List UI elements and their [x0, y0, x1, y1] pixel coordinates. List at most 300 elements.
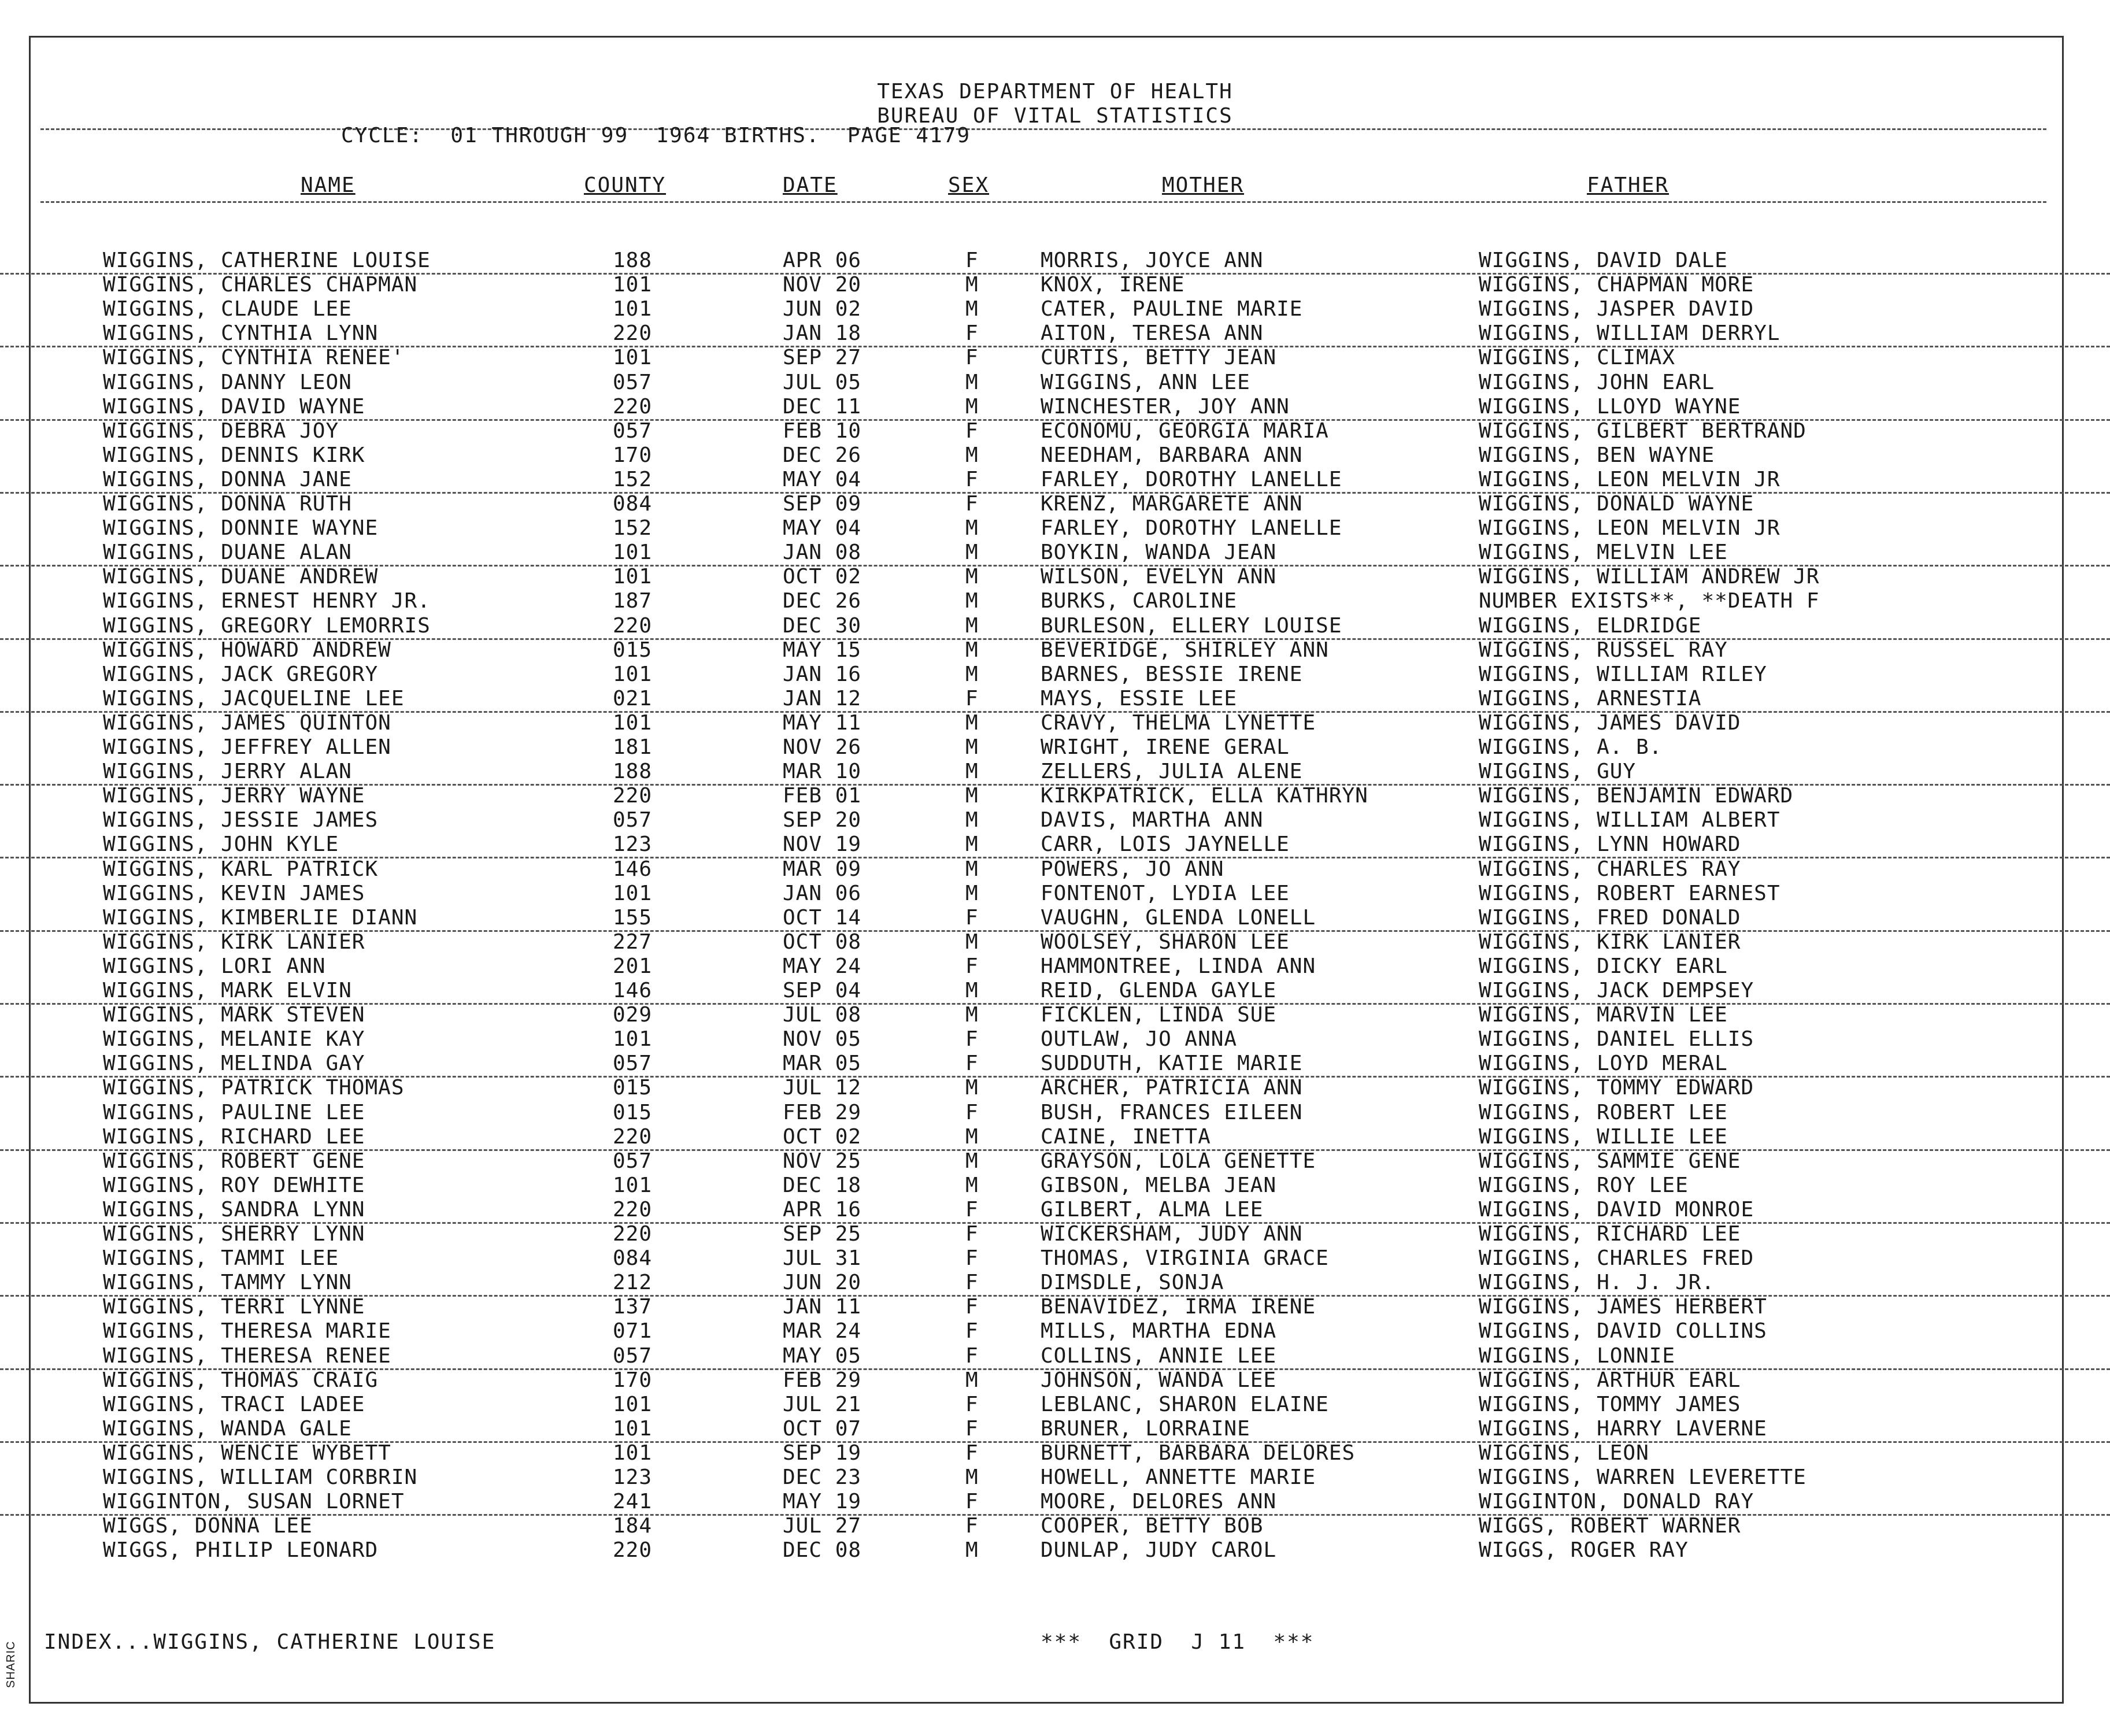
cell-date: SEP 09 — [783, 492, 862, 516]
cell-date: OCT 14 — [783, 905, 862, 930]
cell-father: WIGGINS, JACK DEMPSEY — [1479, 979, 1754, 1002]
cell-sex: M — [965, 613, 979, 638]
table-row — [0, 516, 2110, 541]
cell-father: WIGGINS, WILLIE LEE — [1479, 1124, 1728, 1149]
cell-date: NOV 25 — [783, 1149, 862, 1173]
cell-date: OCT 07 — [783, 1416, 862, 1441]
cell-name: WIGGINS, TAMMI LEE — [103, 1246, 339, 1271]
table-row — [0, 395, 2110, 421]
cell-county: 201 — [613, 954, 653, 978]
table-row — [0, 735, 2110, 760]
cell-sex: F — [965, 686, 979, 710]
cell-mother: COLLINS, ANNIE LEE — [1041, 1343, 1277, 1368]
cell-county: 101 — [613, 273, 653, 297]
cell-name: WIGGINS, DENNIS KIRK — [103, 443, 365, 467]
cell-sex: M — [965, 1003, 979, 1027]
cell-name: WIGGINS, MELINDA GAY — [103, 1052, 365, 1076]
table-row — [0, 1271, 2110, 1297]
cell-name: WIGGINS, DUANE ALAN — [103, 541, 352, 565]
cell-county: 220 — [613, 613, 653, 638]
cell-county: 152 — [613, 467, 653, 491]
cell-date: OCT 08 — [783, 930, 862, 954]
cell-father: WIGGINS, ROY LEE — [1479, 1173, 1689, 1197]
cell-date: MAY 19 — [783, 1490, 862, 1514]
column-header-name: NAME — [301, 173, 356, 197]
cell-name: WIGGINS, THERESA RENEE — [103, 1343, 391, 1368]
cell-county: 057 — [613, 1052, 653, 1076]
cell-mother: BURKS, CAROLINE — [1041, 589, 1238, 613]
cell-father: WIGGINS, JAMES HERBERT — [1479, 1295, 1767, 1319]
cell-sex: M — [965, 1465, 979, 1489]
cell-name: WIGGINS, ROBERT GENE — [103, 1149, 365, 1173]
table-row — [0, 1538, 2110, 1563]
cell-sex: F — [965, 1295, 979, 1319]
cell-father: WIGGINS, H. J. JR. — [1479, 1271, 1715, 1295]
cell-father: WIGGINS, CHARLES RAY — [1479, 857, 1741, 881]
cell-father: WIGGINS, DANIEL ELLIS — [1479, 1027, 1754, 1052]
cell-mother: ARCHER, PATRICIA ANN — [1041, 1076, 1303, 1100]
cell-name: WIGGINS, THOMAS CRAIG — [103, 1368, 379, 1392]
cell-county: 057 — [613, 370, 653, 394]
cell-sex: F — [965, 321, 979, 346]
cell-date: OCT 02 — [783, 1124, 862, 1149]
cell-name: WIGGINS, DUANE ANDREW — [103, 565, 379, 589]
cell-name: WIGGINS, LORI ANN — [103, 954, 326, 978]
cell-sex: M — [965, 735, 979, 759]
cell-county: 101 — [613, 1392, 653, 1416]
cell-name: WIGGINS, CATHERINE LOUISE — [103, 249, 431, 272]
cell-sex: M — [965, 297, 979, 321]
cell-name: WIGGINS, WENCIE WYBETT — [103, 1441, 391, 1465]
cell-county: 101 — [613, 710, 653, 735]
cell-date: MAY 11 — [783, 710, 862, 735]
cell-mother: VAUGHN, GLENDA LONELL — [1041, 905, 1316, 930]
cell-mother: BUSH, FRANCES EILEEN — [1041, 1100, 1303, 1124]
cell-name: WIGGINS, JERRY WAYNE — [103, 784, 365, 808]
cell-county: 220 — [613, 321, 653, 346]
cell-mother: DUNLAP, JUDY CAROL — [1041, 1538, 1277, 1563]
cell-father: WIGGINS, DONALD WAYNE — [1479, 492, 1754, 516]
cell-date: NOV 05 — [783, 1027, 862, 1052]
cell-date: SEP 27 — [783, 346, 862, 370]
column-header-divider — [40, 201, 2046, 203]
cell-mother: FICKLEN, LINDA SUE — [1041, 1003, 1277, 1027]
cell-sex: M — [965, 589, 979, 613]
table-row — [0, 1319, 2110, 1343]
cell-sex: F — [965, 467, 979, 491]
cell-date: DEC 23 — [783, 1465, 862, 1489]
cell-date: JAN 06 — [783, 881, 862, 905]
cell-county: 057 — [613, 1343, 653, 1368]
header-department: TEXAS DEPARTMENT OF HEALTH — [877, 80, 1233, 103]
cell-mother: REID, GLENDA GAYLE — [1041, 979, 1277, 1002]
cell-father: WIGGINS, CHAPMAN MORE — [1479, 273, 1754, 297]
cell-sex: M — [965, 443, 979, 467]
cell-sex: M — [965, 662, 979, 686]
cell-sex: F — [965, 1319, 979, 1343]
cell-date: JUL 05 — [783, 370, 862, 394]
cell-county: 152 — [613, 516, 653, 541]
cell-sex: M — [965, 857, 979, 881]
cell-sex: F — [965, 1343, 979, 1368]
cell-name: WIGGINS, HOWARD ANDREW — [103, 638, 391, 662]
cell-mother: CARR, LOIS JAYNELLE — [1041, 832, 1290, 857]
table-row — [0, 1198, 2110, 1224]
cell-father: WIGGINS, CLIMAX — [1479, 346, 1676, 370]
cell-mother: NEEDHAM, BARBARA ANN — [1041, 443, 1303, 467]
cell-sex: F — [965, 1100, 979, 1124]
cell-county: 021 — [613, 686, 653, 710]
cell-father: WIGGINS, KIRK LANIER — [1479, 930, 1741, 954]
footer-index: INDEX...WIGGINS, CATHERINE LOUISE — [44, 1630, 496, 1654]
table-row — [0, 760, 2110, 786]
table-row — [0, 1490, 2110, 1516]
cell-name: WIGGINS, KARL PATRICK — [103, 857, 379, 881]
table-row — [0, 1003, 2110, 1027]
cell-mother: WRIGHT, IRENE GERAL — [1041, 735, 1290, 759]
cell-name: WIGGINS, SANDRA LYNN — [103, 1197, 365, 1222]
cell-mother: WICKERSHAM, JUDY ANN — [1041, 1222, 1303, 1246]
cell-sex: F — [965, 249, 979, 272]
cell-father: WIGGINS, TOMMY JAMES — [1479, 1392, 1741, 1416]
cell-county: 220 — [613, 1222, 653, 1246]
cell-mother: OUTLAW, JO ANNA — [1041, 1027, 1238, 1052]
cell-sex: M — [965, 516, 979, 541]
cell-sex: F — [965, 1490, 979, 1514]
cell-name: WIGGINS, MARK STEVEN — [103, 1003, 365, 1027]
cell-county: 187 — [613, 589, 653, 613]
cell-mother: FARLEY, DOROTHY LANELLE — [1041, 516, 1342, 541]
cell-date: SEP 25 — [783, 1222, 862, 1246]
cell-sex: M — [965, 541, 979, 565]
cell-mother: POWERS, JO ANN — [1041, 857, 1224, 881]
cell-father: WIGGINS, GUY — [1479, 760, 1637, 784]
cell-county: 170 — [613, 1368, 653, 1392]
cell-date: FEB 29 — [783, 1100, 862, 1124]
cell-county: 220 — [613, 1538, 653, 1563]
cell-date: MAY 04 — [783, 516, 862, 541]
cell-county: 212 — [613, 1271, 653, 1295]
cell-county: 220 — [613, 1197, 653, 1222]
cell-mother: WOOLSEY, SHARON LEE — [1041, 930, 1290, 954]
cell-father: WIGGINS, ROBERT EARNEST — [1479, 881, 1780, 905]
cell-father: WIGGINS, LLOYD WAYNE — [1479, 394, 1741, 419]
table-row — [0, 371, 2110, 395]
table-row — [0, 1101, 2110, 1125]
column-header-county: COUNTY — [584, 173, 667, 197]
cell-name: WIGGINS, JACK GREGORY — [103, 662, 379, 686]
cell-name: WIGGINS, TAMMY LYNN — [103, 1271, 352, 1295]
cell-county: 101 — [613, 1416, 653, 1441]
cell-county: 057 — [613, 1149, 653, 1173]
cell-date: APR 16 — [783, 1197, 862, 1222]
cell-mother: WIGGINS, ANN LEE — [1041, 370, 1250, 394]
cell-name: WIGGINS, KEVIN JAMES — [103, 881, 365, 905]
table-row — [0, 808, 2110, 832]
table-row — [0, 1149, 2110, 1174]
cell-sex: F — [965, 1246, 979, 1271]
cell-mother: ZELLERS, JULIA ALENE — [1041, 760, 1303, 784]
cell-county: 220 — [613, 394, 653, 419]
cell-date: DEC 18 — [783, 1173, 862, 1197]
cell-date: DEC 26 — [783, 589, 862, 613]
cell-date: NOV 19 — [783, 832, 862, 857]
cell-county: 227 — [613, 930, 653, 954]
cell-name: WIGGINS, DANNY LEON — [103, 370, 352, 394]
cell-father: WIGGINS, WILLIAM RILEY — [1479, 662, 1767, 686]
cell-father: WIGGINS, FRED DONALD — [1479, 905, 1741, 930]
cell-sex: F — [965, 1514, 979, 1538]
cell-mother: WINCHESTER, JOY ANN — [1041, 394, 1290, 419]
cell-father: WIGGINS, WARREN LEVERETTE — [1479, 1465, 1807, 1489]
cell-father: WIGGINS, BEN WAYNE — [1479, 443, 1715, 467]
table-row — [0, 638, 2110, 662]
cell-county: 181 — [613, 735, 653, 759]
cell-father: WIGGINS, JAMES DAVID — [1479, 710, 1741, 735]
cell-mother: AITON, TERESA ANN — [1041, 321, 1264, 346]
side-mark: SHARIC — [5, 1641, 17, 1688]
cell-sex: M — [965, 760, 979, 784]
cell-father: WIGGINS, SAMMIE GENE — [1479, 1149, 1741, 1173]
cell-date: JUL 21 — [783, 1392, 862, 1416]
cell-sex: F — [965, 1222, 979, 1246]
cell-sex: M — [965, 1538, 979, 1563]
cell-mother: KRENZ, MARGARETE ANN — [1041, 492, 1303, 516]
cell-father: WIGGINS, CHARLES FRED — [1479, 1246, 1754, 1271]
header-bureau: BUREAU OF VITAL STATISTICS — [877, 104, 1233, 128]
cell-mother: HOWELL, ANNETTE MARIE — [1041, 1465, 1316, 1489]
table-row — [0, 1514, 2110, 1538]
table-row — [0, 687, 2110, 713]
table-row — [0, 906, 2110, 932]
cell-sex: F — [965, 1416, 979, 1441]
cell-date: JAN 16 — [783, 662, 862, 686]
table-row — [0, 662, 2110, 687]
table-row — [0, 419, 2110, 443]
cell-father: WIGGINS, BENJAMIN EDWARD — [1479, 784, 1794, 808]
table-row — [0, 443, 2110, 468]
table-row — [0, 1246, 2110, 1271]
cell-sex: F — [965, 1027, 979, 1052]
cell-father: WIGGS, ROGER RAY — [1479, 1538, 1689, 1563]
cell-county: 029 — [613, 1003, 653, 1027]
cell-county: 137 — [613, 1295, 653, 1319]
footer-grid: *** GRID J 11 *** — [1041, 1630, 1315, 1654]
cell-county: 146 — [613, 979, 653, 1002]
cell-date: MAR 05 — [783, 1052, 862, 1076]
cell-father: WIGGS, ROBERT WARNER — [1479, 1514, 1741, 1538]
cell-sex: M — [965, 565, 979, 589]
header-cycle: CYCLE: 01 THROUGH 99 1964 BIRTHS. PAGE 4179 — [341, 124, 971, 147]
cell-name: WIGGINS, DEBRA JOY — [103, 419, 339, 443]
table-row — [0, 832, 2110, 858]
cell-county: 101 — [613, 881, 653, 905]
table-row — [0, 784, 2110, 808]
cell-date: JUL 27 — [783, 1514, 862, 1538]
cell-county: 155 — [613, 905, 653, 930]
cell-name: WIGGINS, MELANIE KAY — [103, 1027, 365, 1052]
cell-county: 188 — [613, 760, 653, 784]
cell-mother: SUDDUTH, KATIE MARIE — [1041, 1052, 1303, 1076]
table-row — [0, 614, 2110, 640]
cell-mother: BRUNER, LORRAINE — [1041, 1416, 1250, 1441]
cell-father: WIGGINS, ROBERT LEE — [1479, 1100, 1728, 1124]
cell-county: 220 — [613, 1124, 653, 1149]
cell-sex: M — [965, 638, 979, 662]
cell-father: WIGGINS, LOYD MERAL — [1479, 1052, 1728, 1076]
cell-mother: KNOX, IRENE — [1041, 273, 1185, 297]
table-row — [0, 492, 2110, 516]
cell-county: 101 — [613, 565, 653, 589]
column-header-date: DATE — [783, 173, 838, 197]
cell-sex: F — [965, 346, 979, 370]
cell-sex: M — [965, 930, 979, 954]
cell-mother: FARLEY, DOROTHY LANELLE — [1041, 467, 1342, 491]
cell-sex: M — [965, 832, 979, 857]
cell-county: 101 — [613, 346, 653, 370]
table-row — [0, 297, 2110, 321]
cell-mother: DIMSDLE, SONJA — [1041, 1271, 1224, 1295]
cell-mother: JOHNSON, WANDA LEE — [1041, 1368, 1277, 1392]
cell-mother: GIBSON, MELBA JEAN — [1041, 1173, 1277, 1197]
cell-name: WIGGINS, DAVID WAYNE — [103, 394, 365, 419]
cell-date: SEP 20 — [783, 808, 862, 832]
cell-county: 101 — [613, 1441, 653, 1465]
cell-date: JUL 31 — [783, 1246, 862, 1271]
table-row — [0, 1368, 2110, 1393]
cell-name: WIGGINS, MARK ELVIN — [103, 979, 352, 1002]
table-row — [0, 1465, 2110, 1490]
cell-father: WIGGINS, WILLIAM DERRYL — [1479, 321, 1780, 346]
cell-sex: M — [965, 1076, 979, 1100]
cell-mother: HAMMONTREE, LINDA ANN — [1041, 954, 1316, 978]
cell-county: 084 — [613, 492, 653, 516]
cell-sex: F — [965, 1441, 979, 1465]
table-row — [0, 1174, 2110, 1198]
cell-sex: F — [965, 492, 979, 516]
cell-father: WIGGINS, LEON MELVIN JR — [1479, 467, 1780, 491]
cell-county: 101 — [613, 1173, 653, 1197]
cell-county: 015 — [613, 638, 653, 662]
cell-name: WIGGINS, WANDA GALE — [103, 1416, 352, 1441]
cell-date: SEP 04 — [783, 979, 862, 1002]
cell-date: MAR 24 — [783, 1319, 862, 1343]
cell-father: WIGGINS, DAVID MONROE — [1479, 1197, 1754, 1222]
cell-name: WIGGINS, JOHN KYLE — [103, 832, 339, 857]
cell-date: FEB 10 — [783, 419, 862, 443]
cell-sex: F — [965, 1271, 979, 1295]
cell-county: 188 — [613, 249, 653, 272]
cell-mother: GRAYSON, LOLA GENETTE — [1041, 1149, 1316, 1173]
table-row — [0, 1295, 2110, 1319]
cell-county: 057 — [613, 808, 653, 832]
cell-sex: M — [965, 1173, 979, 1197]
cell-date: JUN 20 — [783, 1271, 862, 1295]
cell-sex: M — [965, 1149, 979, 1173]
cell-date: NOV 26 — [783, 735, 862, 759]
cell-sex: F — [965, 1392, 979, 1416]
table-row — [0, 1076, 2110, 1100]
cell-father: WIGGINS, MELVIN LEE — [1479, 541, 1728, 565]
column-header-mother: MOTHER — [1162, 173, 1245, 197]
cell-county: 184 — [613, 1514, 653, 1538]
table-row — [0, 1052, 2110, 1078]
cell-father: WIGGINS, MARVIN LEE — [1479, 1003, 1728, 1027]
cell-father: WIGGINS, WILLIAM ALBERT — [1479, 808, 1780, 832]
cell-date: DEC 08 — [783, 1538, 862, 1563]
cell-name: WIGGINS, DONNIE WAYNE — [103, 516, 379, 541]
cell-sex: F — [965, 419, 979, 443]
cell-date: DEC 30 — [783, 613, 862, 638]
cell-mother: BENAVIDEZ, IRMA IRENE — [1041, 1295, 1316, 1319]
table-row — [0, 468, 2110, 494]
table-row — [0, 565, 2110, 589]
cell-county: 146 — [613, 857, 653, 881]
cell-mother: CATER, PAULINE MARIE — [1041, 297, 1303, 321]
table-row — [0, 1125, 2110, 1151]
cell-father: WIGGINS, RUSSEL RAY — [1479, 638, 1728, 662]
cell-father: WIGGINS, DAVID COLLINS — [1479, 1319, 1767, 1343]
cell-mother: BOYKIN, WANDA JEAN — [1041, 541, 1277, 565]
cell-name: WIGGINS, RICHARD LEE — [103, 1124, 365, 1149]
cell-father: WIGGINS, WILLIAM ANDREW JR — [1479, 565, 1820, 589]
cell-mother: WILSON, EVELYN ANN — [1041, 565, 1277, 589]
cell-sex: F — [965, 954, 979, 978]
cell-county: 101 — [613, 1027, 653, 1052]
table-row — [0, 882, 2110, 906]
cell-county: 241 — [613, 1490, 653, 1514]
cell-father: WIGGINS, LEON MELVIN JR — [1479, 516, 1780, 541]
cell-name: WIGGINS, PATRICK THOMAS — [103, 1076, 405, 1100]
cell-sex: M — [965, 1368, 979, 1392]
cell-name: WIGGINS, GREGORY LEMORRIS — [103, 613, 431, 638]
table-row — [0, 346, 2110, 370]
cell-name: WIGGINS, KIMBERLIE DIANN — [103, 905, 418, 930]
cell-mother: BURLESON, ELLERY LOUISE — [1041, 613, 1342, 638]
cell-date: MAY 15 — [783, 638, 862, 662]
cell-sex: M — [965, 710, 979, 735]
cell-name: WIGGS, DONNA LEE — [103, 1514, 313, 1538]
cell-name: WIGGINS, CYNTHIA RENEE' — [103, 346, 405, 370]
cell-date: JAN 11 — [783, 1295, 862, 1319]
cell-county: 220 — [613, 784, 653, 808]
cell-father: WIGGINS, ELDRIDGE — [1479, 613, 1702, 638]
cell-county: 015 — [613, 1076, 653, 1100]
cell-mother: MORRIS, JOYCE ANN — [1041, 249, 1264, 272]
table-row — [0, 954, 2110, 979]
table-row — [0, 857, 2110, 882]
cell-father: WIGGINS, ARTHUR EARL — [1479, 1368, 1741, 1392]
cell-father: WIGGINS, JOHN EARL — [1479, 370, 1715, 394]
cell-county: 071 — [613, 1319, 653, 1343]
cell-father: NUMBER EXISTS**, **DEATH F — [1479, 589, 1820, 613]
cell-father: WIGGINS, TOMMY EDWARD — [1479, 1076, 1754, 1100]
table-row — [0, 1417, 2110, 1443]
cell-mother: BEVERIDGE, SHIRLEY ANN — [1041, 638, 1329, 662]
cell-date: JAN 18 — [783, 321, 862, 346]
cell-name: WIGGINS, JACQUELINE LEE — [103, 686, 405, 710]
cell-mother: ECONOMU, GEORGIA MARIA — [1041, 419, 1329, 443]
cell-date: JAN 08 — [783, 541, 862, 565]
cell-name: WIGGINS, PAULINE LEE — [103, 1100, 365, 1124]
cell-name: WIGGINS, ERNEST HENRY JR. — [103, 589, 431, 613]
cell-mother: MOORE, DELORES ANN — [1041, 1490, 1277, 1514]
cell-father: WIGGINS, GILBERT BERTRAND — [1479, 419, 1807, 443]
cell-name: WIGGINS, JAMES QUINTON — [103, 710, 391, 735]
cell-name: WIGGINS, JESSIE JAMES — [103, 808, 379, 832]
cell-mother: CAINE, INETTA — [1041, 1124, 1211, 1149]
table-row — [0, 1393, 2110, 1417]
